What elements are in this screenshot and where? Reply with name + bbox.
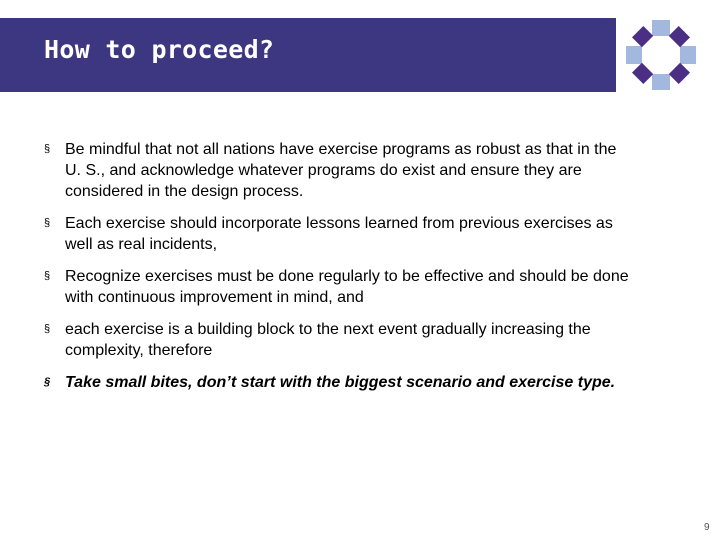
page-number: 9 [704, 522, 710, 533]
bullet-text: Take small bites, don’t start with the biggest scenario and exercise type. [65, 374, 616, 391]
bullet-text: Be mindful that not all nations have exercise programs as robust as that in the U. S., and acknowledge whatever programs do exist and ensure they are considered in the design process. [65, 141, 617, 200]
bullet-text: each exercise is a building block to the next event gradually increasing the complexity, therefore [65, 321, 591, 359]
bullet-marker: § [44, 217, 51, 229]
bullet-marker: § [44, 143, 51, 155]
bullet-item [44, 266, 634, 308]
bullet-item-emphasis [44, 372, 634, 393]
slide-title: How to proceed? [44, 35, 275, 64]
bullet-item [44, 213, 634, 255]
bullet-item [44, 319, 634, 361]
bullet-item [44, 139, 634, 202]
logo-icon [622, 18, 700, 92]
bullet-marker: § [44, 323, 51, 335]
bullet-marker: § [44, 270, 51, 282]
bullet-marker: § [44, 376, 51, 388]
bullet-text: Recognize exercises must be done regularly to be effective and should be done with continuous improvement in mind, and [65, 268, 629, 306]
bullet-text: Each exercise should incorporate lessons learned from previous exercises as well as real incidents, [65, 215, 613, 253]
bullet-list [44, 139, 634, 404]
